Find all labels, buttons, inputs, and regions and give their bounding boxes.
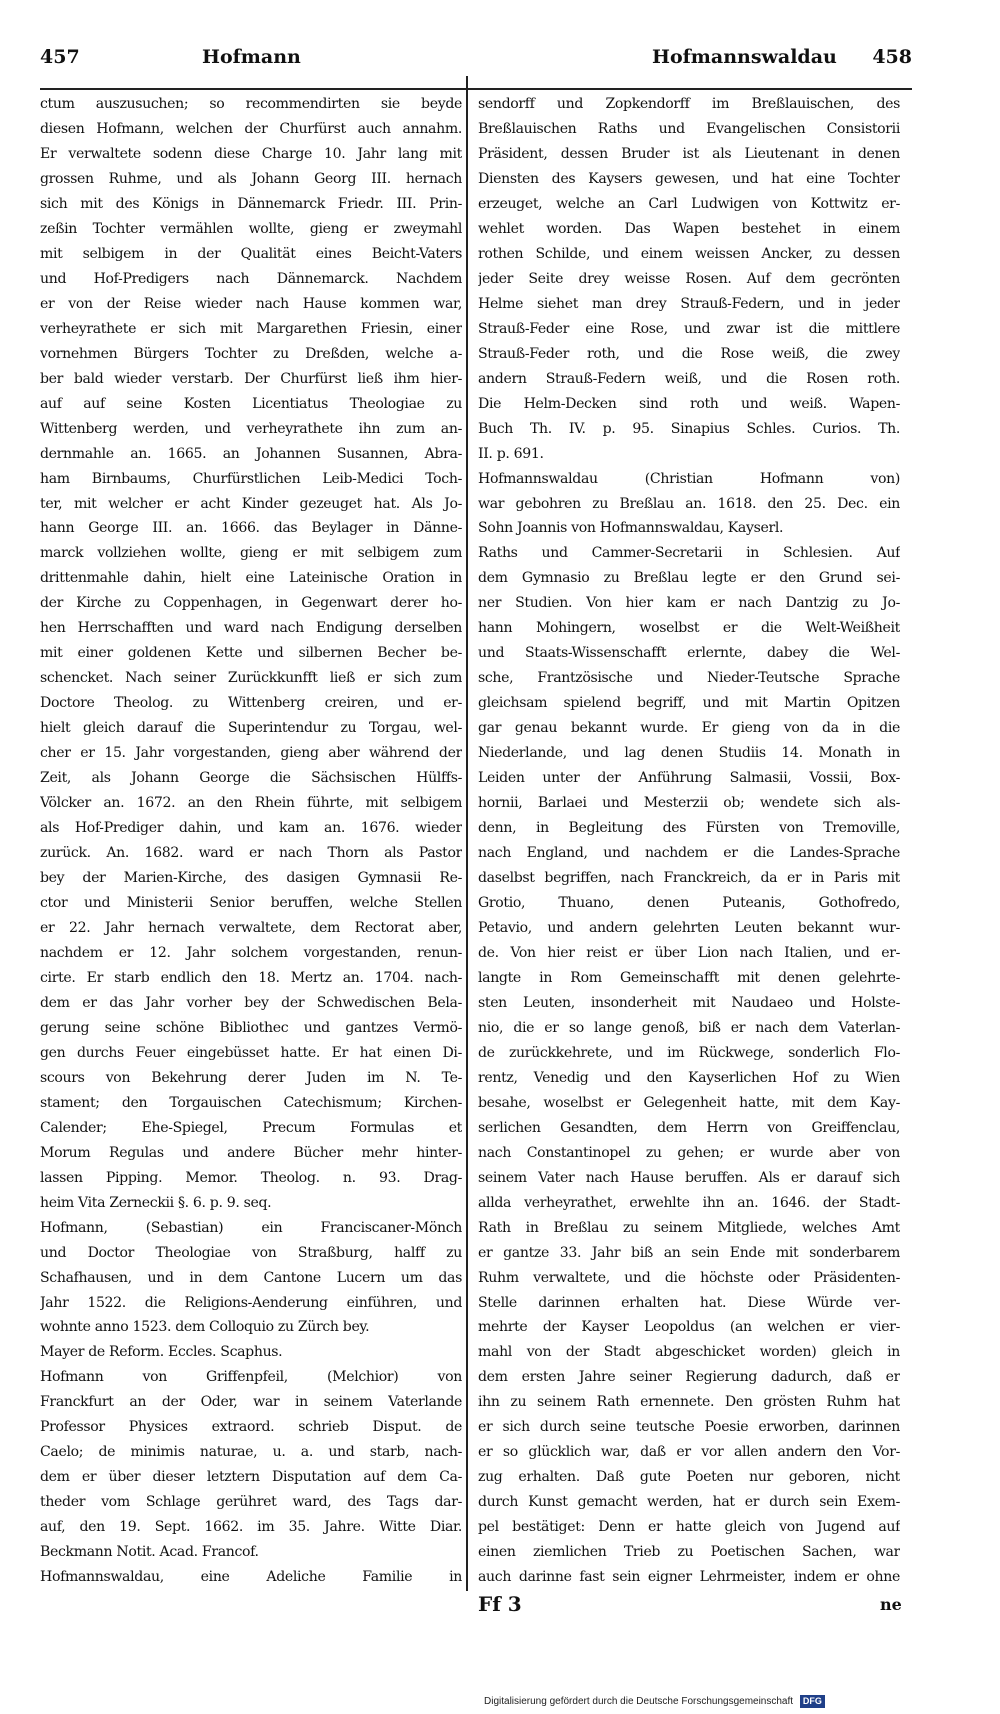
text-line: ihn zu seinem Rath ernennete. Den grösten Ruhm hat <box>478 1394 900 1411</box>
headword-right: Hofmannswaldau <box>652 46 837 68</box>
text-line: Rath in Breßlau zu seinem Mitgliede, welches Amt <box>478 1219 900 1236</box>
text-line: Breßlauischen Raths und Evangelischen Consistorii <box>478 120 900 137</box>
text-line: jeder Seite drey weisse Rosen. Auf dem gecrönten <box>478 270 900 287</box>
signature-mark: Ff 3 <box>478 1592 522 1616</box>
text-line: rentz, Venedig und den Kayserlichen Hof zu Wien <box>478 1069 900 1086</box>
text-line: de zurückkehrete, und im Rückwege, sonderlich Flo- <box>478 1044 900 1061</box>
text-line: dem ersten Jahre seiner Regierung dadurch, daß er <box>478 1369 900 1386</box>
text-line: wohnte anno 1523. dem Colloquio zu Zürch bey. <box>40 1319 370 1336</box>
text-line: Präsident, dessen Bruder ist als Lieutenant in denen <box>478 145 900 162</box>
right-column <box>478 92 900 1592</box>
page-number-right: 458 <box>872 46 912 68</box>
text-line: Strauß-Feder eine Rose, und zwar ist die mittlere <box>478 320 900 337</box>
text-line: mit selbigem in der Qualität eines Beicht-Vaters <box>40 245 462 262</box>
text-line: er so glücklich war, daß er vor allen andern den Vor- <box>478 1444 900 1461</box>
text-line: zug erhalten. Daß gute Poeten nur geboren, nicht <box>478 1469 900 1486</box>
text-line: cher er 15. Jahr vorgestanden, gieng aber während der <box>40 745 462 762</box>
text-line: vornehmen Bürgers Tochter zu Dreßden, welche a- <box>40 345 462 362</box>
text-line: verheyrathete er sich mit Margarethen Friesin, einer <box>40 320 462 337</box>
text-line: Doctore Theolog. zu Wittenberg creiren, und er- <box>40 695 462 712</box>
text-line: Sohn Joannis von Hofmannswaldau, Kayserl. <box>478 520 784 537</box>
text-line: erzeuget, welche an Carl Ludwigen von Kottwitz er- <box>478 195 900 212</box>
text-line: ber bald wieder verstarb. Der Churfürst ließ ihm hier- <box>40 370 462 387</box>
text-line: Strauß-Feder roth, und die Rose weiß, die zwey <box>478 345 900 362</box>
text-line: nio, die er so lange genoß, biß er nach dem Vaterlan- <box>478 1019 900 1036</box>
text-line: drittenmahle dahin, hielt eine Lateinische Oration in <box>40 570 462 587</box>
text-line: seinem Vater nach Hause beruffen. Als er darauf sich <box>478 1169 900 1186</box>
text-line: der Kirche zu Coppenhagen, in Gegenwart derer ho- <box>40 595 462 612</box>
text-line: ner Studien. Von hier kam er nach Dantzig zu Jo- <box>478 595 900 612</box>
text-line: sten Leuten, insonderheit mit Naudaeo und Holste- <box>478 994 900 1011</box>
text-line: grossen Ruhme, und als Johann Georg III. hernach <box>40 170 462 187</box>
text-line: schencket. Nach seiner Zurückkunfft ließ er sich zum <box>40 670 462 687</box>
text-line: Leiden unter der Anführung Salmasii, Vossii, Box- <box>478 770 900 787</box>
text-line: gleichsam spielend begriff, und mit Martin Opitzen <box>478 695 900 712</box>
text-line: nach England, und nachdem er die Landes-Sprache <box>478 845 900 862</box>
catchword: ne <box>880 1595 902 1614</box>
text-line: ter, mit welcher er acht Kinder gezeuget hat. Als Jo- <box>40 495 462 512</box>
text-line: und Staats-Wissenschafft erlernte, dabey die Wel- <box>478 645 900 662</box>
text-line: zeßin Tochter vermählen wollte, gieng er zweymahl <box>40 220 462 237</box>
text-line: Zeit, als Johann George die Sächsischen Hülffs- <box>40 770 462 787</box>
text-line: wehlet worden. Das Wapen bestehet in einem <box>478 220 900 237</box>
text-line: als Hof-Prediger dahin, und kam an. 1676. wieder <box>40 820 462 837</box>
text-line: Mayer de Reform. Eccles. Scaphus. <box>40 1344 283 1361</box>
text-line: sendorff und Zopkendorff im Breßlauischen, des <box>478 96 900 112</box>
text-line: ctum auszusuchen; so recommendirten sie beyde <box>40 96 462 112</box>
text-line: Diensten des Kaysers gewesen, und hat eine Tochter <box>478 170 900 187</box>
text-line: sich mit des Königs in Dännemarck Friedr. III. Prin- <box>40 195 462 212</box>
text-line: hen Herrschafften und ward nach Endigung derselben <box>40 620 462 637</box>
text-line: einen ziemlichen Trieb zu Poetischen Sachen, war <box>478 1544 900 1561</box>
text-line: stament; den Torgauischen Catechismum; Kirchen- <box>40 1094 462 1111</box>
text-line <box>40 1590 462 1592</box>
running-header <box>40 46 912 80</box>
text-line: dem er das Jahr vorher bey der Schwedischen Bela- <box>40 994 462 1011</box>
text-line: Hofmann von Griffenpfeil, (Melchior) von <box>40 1369 462 1386</box>
text-line: gerung seine schöne Bibliothec und gantzes Vermö- <box>40 1019 462 1036</box>
text-line: ham Birnbaums, Churfürstlichen Leib-Medici Toch- <box>40 470 462 487</box>
text-line: Niederlande, und lag denen Studiis 14. Monath in <box>478 745 900 762</box>
text-line: mit einer goldenen Kette und silbernen Becher be- <box>40 645 462 662</box>
text-line: nachdem er 12. Jahr solchem vorgestanden, renun- <box>40 944 462 961</box>
text-line: Ruhm verwaltete, und die höchste oder Präsidenten- <box>478 1269 900 1286</box>
text-line: gen durchs Feuer eingebüsset hatte. Er hat einen Di- <box>40 1044 462 1061</box>
text-line: Die Helm-Decken sind roth und weiß. Wapen- <box>478 395 900 412</box>
text-line: Hofmannswaldau, eine Adeliche Familie in <box>40 1569 462 1586</box>
text-line: Franckfurt an der Oder, war in seinem Vaterlande <box>40 1394 462 1411</box>
text-line: serlichen Gesandten, dem Herrn von Greiffenclau, <box>478 1119 900 1136</box>
text-line: nach Constantinopel zu gehen; er wurde aber von <box>478 1144 900 1161</box>
text-line: Hofmann, (Sebastian) ein Franciscaner-Mönch <box>40 1219 462 1236</box>
text-line: dernmahle an. 1665. an Johannen Susannen, Abra- <box>40 445 462 462</box>
text-line: auch darinne fast sein eigner Lehrmeister, indem er ohne <box>478 1569 900 1586</box>
text-line: ctor und Ministerii Senior beruffen, welche Stellen <box>40 895 462 911</box>
text-line: und Doctor Theologiae von Straßburg, halff zu <box>40 1244 462 1261</box>
column-divider <box>466 76 468 1591</box>
page-number-left: 457 <box>40 46 80 68</box>
text-line: Caelo; de minimis naturae, u. a. und starb, nach- <box>40 1444 462 1461</box>
text-line: er von der Reise wieder nach Hause kommen war, <box>40 295 462 312</box>
text-line: auf auf seine Kosten Licentiatus Theologiae zu <box>40 395 462 412</box>
text-line: Wittenberg werden, und verheyrathete ihn zum an- <box>40 420 462 437</box>
left-column <box>40 92 462 1592</box>
text-line: Er verwaltete sodenn diese Charge 10. Jahr lang mit <box>40 145 462 162</box>
text-line: Buch Th. IV. p. 95. Sinapius Schles. Curios. Th. <box>478 420 900 437</box>
text-line: er gantze 33. Jahr biß an sein Ende mit sonderbarem <box>478 1244 900 1261</box>
text-line: Schafhausen, und in dem Cantone Lucern um das <box>40 1269 462 1286</box>
text-line: war gebohren zu Breßlau an. 1618. den 25. Dec. ein <box>478 495 900 512</box>
text-line: allda verheyrathet, erwehlte ihn an. 1646. der Stadt- <box>478 1194 900 1211</box>
text-line: besahe, woselbst er Gelegenheit hatte, mit dem Kay- <box>478 1094 900 1111</box>
text-line: Hofmannswaldau (Christian Hofmann von) <box>478 470 900 487</box>
digitization-footer <box>484 1695 825 1708</box>
text-line: Petavio, und andern gelehrten Leuten bekannt wur- <box>478 919 900 936</box>
text-line: Professor Physices extraord. schrieb Disput. de <box>40 1419 462 1436</box>
text-line: de. Von hier reist er über Lion nach Italien, und er- <box>478 944 900 961</box>
text-line: gar genau bekannt wurde. Er gieng von da in die <box>478 720 900 737</box>
text-line: marck vollziehen wollte, gieng er mit selbigem zum <box>40 545 462 562</box>
text-line: hielt gleich darauf die Superintendur zu Torgau, wel- <box>40 720 462 737</box>
footer-text: Digitalisierung gefördert durch die Deutsche Forschungsgemeinschaft <box>484 1696 794 1707</box>
text-line: mehrte der Kayser Leopoldus (an welchen er vier- <box>478 1319 900 1336</box>
text-line: daselbst begriffen, nach Franckreich, da er in Paris mit <box>478 870 900 887</box>
text-line: langte in Rom Gemeinschafft mit denen gelehrte- <box>478 969 900 986</box>
text-line: Beckmann Notit. Acad. Francof. <box>40 1544 259 1561</box>
text-line: hornii, Barlaei und Mesterzii ob; wendete sich als- <box>478 795 900 812</box>
text-line: zurück. An. 1682. ward er nach Thorn als Pastor <box>40 845 462 862</box>
text-line: denn, in Begleitung des Fürsten von Tremoville, <box>478 820 900 837</box>
text-line: hann Mohingern, woselbst er die Welt-Weißheit <box>478 620 900 637</box>
text-line: mahl von der Stadt abgeschicket worden) gleich in <box>478 1344 900 1361</box>
text-line: Stelle darinnen erhalten hat. Diese Würde ver- <box>478 1294 900 1311</box>
text-line <box>478 1590 900 1592</box>
text-line: Jahr 1522. die Religions-Aenderung einführen, und <box>40 1294 462 1311</box>
dfg-logo: DFG <box>800 1695 825 1708</box>
text-line: theder vom Schlage gerühret ward, des Tags dar- <box>40 1494 462 1511</box>
text-line: er 22. Jahr hernach verwaltete, dem Rectorat aber, <box>40 919 462 936</box>
text-line: Helme siehet man drey Strauß-Federn, und in jeder <box>478 295 900 312</box>
text-line: bey der Marien-Kirche, des dasigen Gymnasii Re- <box>40 870 462 887</box>
text-line: er sich durch seine teutsche Poesie erworben, darinnen <box>478 1419 900 1436</box>
text-line: und Hof-Predigers nach Dännemarck. Nachdem <box>40 270 462 287</box>
text-line: rothen Schilde, und einem weissen Ancker, zu dessen <box>478 245 900 262</box>
text-line: lassen Pipping. Memor. Theolog. n. 93. Drag- <box>40 1169 462 1186</box>
text-line: heim Vita Zerneckii §. 6. p. 9. seq. <box>40 1194 272 1211</box>
text-line: andern Strauß-Federn weiß, und die Rosen roth. <box>478 370 900 387</box>
text-line: II. p. 691. <box>478 445 544 462</box>
text-line: hann George III. an. 1666. das Beylager in Dänne- <box>40 520 462 537</box>
text-line: cirte. Er starb endlich den 18. Mertz an. 1704. nach- <box>40 969 462 986</box>
text-line: Calender; Ehe-Spiegel, Precum Formulas et <box>40 1119 462 1136</box>
header-rule <box>40 88 912 90</box>
text-line: Raths und Cammer-Secretarii in Schlesien. Auf <box>478 545 900 562</box>
text-line: durch Kunst gemacht werden, hat er durch sein Exem- <box>478 1494 900 1511</box>
text-line: Völcker an. 1672. an den Rhein führte, mit selbigem <box>40 795 462 812</box>
text-line: scours von Bekehrung derer Juden im N. Te- <box>40 1069 462 1086</box>
text-line: sche, Frantzösische und Nieder-Teutsche Sprache <box>478 670 900 687</box>
text-line: dem Gymnasio zu Breßlau legte er den Grund sei- <box>478 570 900 587</box>
text-line: diesen Hofmann, welchen der Churfürst auch annahm. <box>40 120 462 137</box>
text-line: pel bestätiget: Denn er hatte gleich von Jugend auf <box>478 1519 900 1536</box>
text-line: dem er über dieser letztern Disputation auf dem Ca- <box>40 1469 462 1486</box>
headword-left: Hofmann <box>202 46 301 68</box>
text-line: Morum Regulas und andere Bücher mehr hinter- <box>40 1144 462 1161</box>
text-line: Grotio, Thuano, denen Puteanis, Gothofredo, <box>478 895 900 911</box>
text-line: auf, den 19. Sept. 1662. im 35. Jahre. Witte Diar. <box>40 1519 462 1536</box>
